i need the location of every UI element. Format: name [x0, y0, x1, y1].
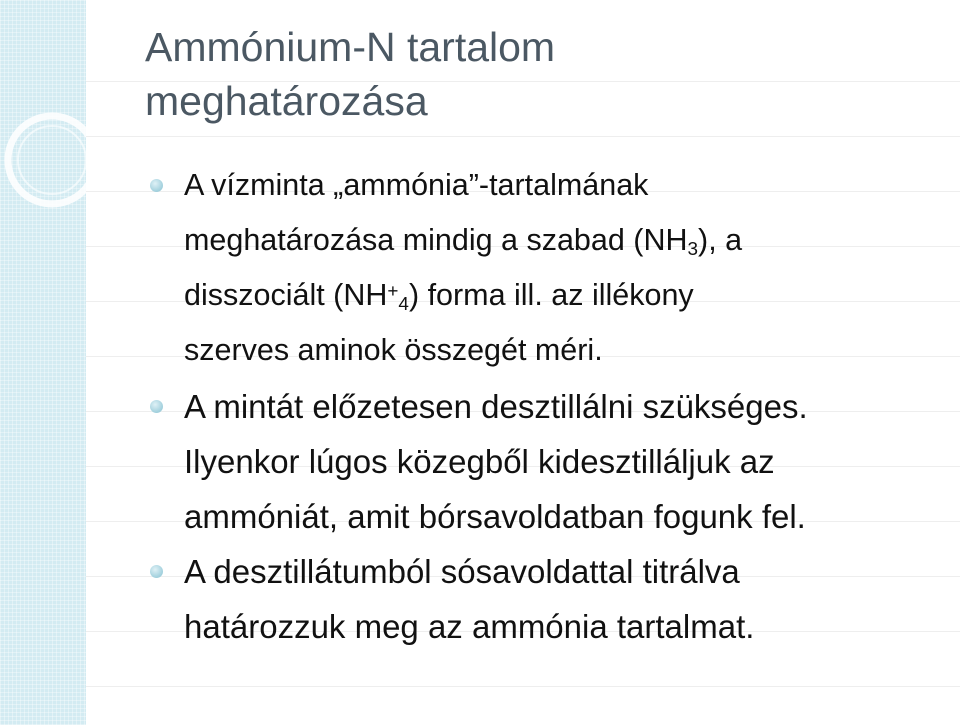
decorative-circles	[0, 0, 86, 725]
bullet-line	[184, 268, 940, 323]
bullet-icon	[150, 565, 163, 578]
bullet-line	[184, 213, 940, 268]
decorative-side-band	[0, 0, 86, 725]
bullet-line: szerves aminok összegét méri.	[184, 333, 603, 367]
bullet-line: A mintát előzetesen desztillálni szükséges.	[184, 388, 808, 425]
slide-title-line: meghatározása	[145, 78, 428, 124]
bullet-line: Ilyenkor lúgos közegből kidesztilláljuk az	[184, 443, 775, 480]
text-run: meghatározása mindig a szabad (NH	[184, 223, 688, 257]
slide-title	[145, 20, 905, 128]
bullet-item	[150, 158, 940, 378]
bullet-list	[150, 158, 940, 654]
bullet-line: A desztillátumból sósavoldattal titrálva	[184, 553, 740, 590]
bullet-icon	[150, 400, 163, 413]
bullet-line: határozzuk meg az ammónia tartalmat.	[184, 608, 755, 645]
subscript: 3	[687, 239, 699, 261]
text-run: ) forma ill. az illékony	[408, 278, 694, 312]
text-run: ), a	[698, 223, 743, 257]
text-run: disszociált (NH	[184, 278, 388, 312]
bullet-item	[150, 379, 940, 544]
divider-line	[86, 136, 960, 137]
bullet-item	[150, 544, 940, 654]
bullet-icon	[150, 179, 163, 192]
superscript: +	[387, 281, 399, 303]
bullet-line: A vízminta „ammónia”-tartalmának	[184, 168, 649, 202]
slide-title-line: Ammónium-N tartalom	[145, 24, 556, 70]
bullet-line: ammóniát, amit bórsavoldatban fogunk fel.	[184, 498, 806, 535]
divider-line	[86, 686, 960, 687]
subscript: 4	[398, 294, 409, 316]
